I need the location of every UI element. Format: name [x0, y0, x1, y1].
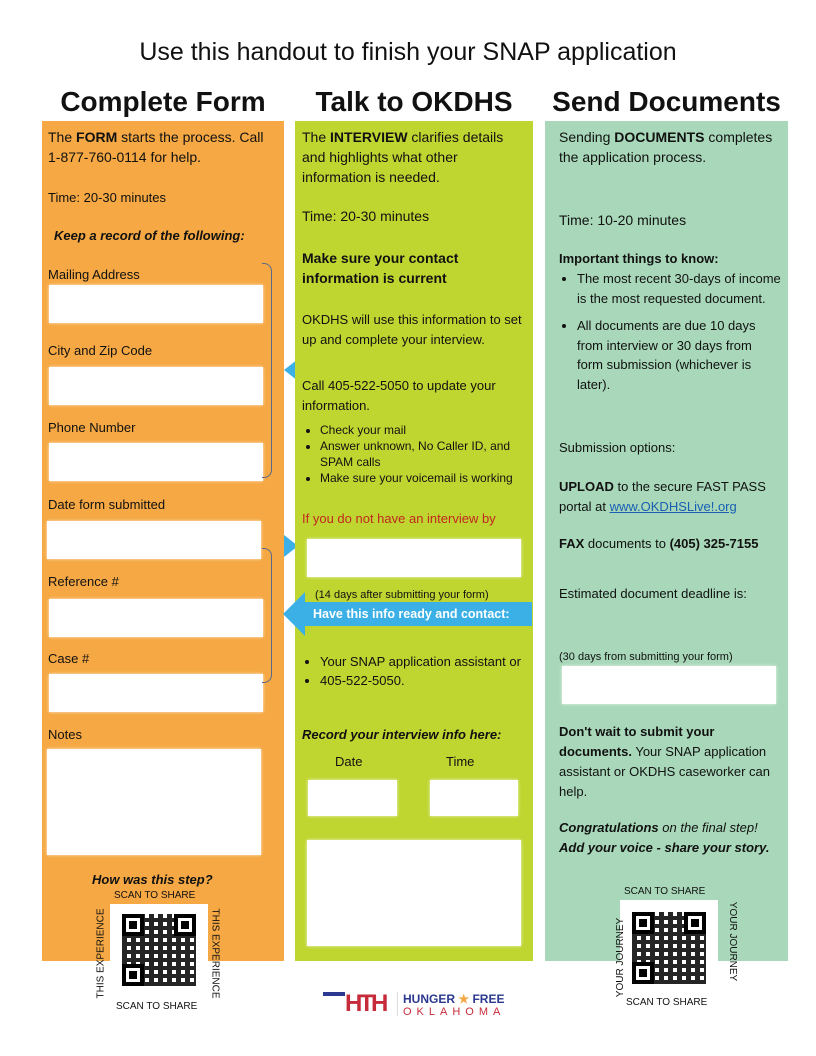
label-date-submitted: Date form submitted — [48, 497, 166, 512]
contact-heading: Make sure your contact information is current — [302, 250, 459, 286]
qr-code-journey[interactable] — [620, 900, 718, 992]
label-mailing-address: Mailing Address — [48, 267, 140, 282]
qr1-bottom-label: SCAN TO SHARE — [116, 1001, 198, 1012]
important-heading: Important things to know: — [559, 251, 719, 266]
dont-wait-text: Don't wait to submit your documents. Your SNAP application assistant or OKDHS caseworker can help. — [559, 724, 770, 799]
deadline-label: Estimated document deadline is: — [559, 586, 747, 601]
qr2-left-label: YOUR JOURNEY — [615, 917, 627, 998]
qr1-right-label: THIS EXPERIENCE — [209, 908, 221, 999]
phone-field[interactable] — [49, 443, 263, 481]
okdhs-live-link[interactable]: www.OKDHSLive!.org — [609, 499, 737, 514]
no-interview-warning: If you do not have an interview by — [302, 511, 496, 526]
list-item: • 405-522-5050. — [320, 671, 530, 690]
heading-talk-okdhs: Talk to OKDHS — [315, 86, 513, 117]
use-info-text: OKDHS will use this information to set up and complete your interview. — [302, 312, 522, 347]
deadline-note: (30 days from submitting your form) — [559, 651, 733, 663]
date-submitted-field[interactable] — [47, 521, 261, 559]
label-city-zip: City and Zip Code — [48, 343, 153, 358]
qr-code-experience[interactable] — [110, 904, 208, 994]
heading-complete-form: Complete Form — [60, 86, 266, 117]
hunger-free-oklahoma-logo: HTH HUNGER ★ FREE OKLAHOMA — [323, 992, 523, 1018]
city-zip-field[interactable] — [49, 367, 263, 405]
interview-time: Time: 20-30 minutes — [302, 208, 430, 224]
list-item: • Check your mail — [320, 422, 526, 438]
time-label: Time — [446, 754, 475, 769]
submission-options: Submission options: — [559, 440, 676, 455]
label-reference: Reference # — [48, 574, 119, 589]
list-item: • The most recent 30-days of income is the most requested document. — [577, 269, 781, 308]
qr1-top-label: SCAN TO SHARE — [114, 890, 196, 901]
ready-banner: Have this info ready and contact: — [303, 602, 532, 626]
document-deadline-field[interactable] — [562, 666, 776, 704]
congrats-text: Congratulations on the final step! Add your voice - share your story. — [559, 820, 770, 855]
bracket-reference — [262, 548, 272, 683]
list-item: • Your SNAP application assistant or — [320, 652, 530, 671]
bracket-contact — [262, 263, 272, 478]
qr2-top-label: SCAN TO SHARE — [624, 886, 706, 897]
mailing-address-field[interactable] — [49, 285, 263, 323]
form-time: Time: 20-30 minutes — [48, 190, 167, 205]
page-title: Use this handout to finish your SNAP application — [139, 38, 677, 66]
record-heading: Keep a record of the following: — [54, 228, 245, 243]
date-label: Date — [335, 754, 363, 769]
reference-field[interactable] — [49, 599, 263, 637]
label-phone: Phone Number — [48, 420, 136, 435]
interview-date-field[interactable] — [308, 780, 397, 816]
label-case: Case # — [48, 651, 90, 666]
case-field[interactable] — [49, 674, 263, 712]
contact-tips-list — [302, 422, 526, 486]
talk-okdhs-column — [295, 121, 533, 961]
qr1-left-label: THIS EXPERIENCE — [95, 908, 107, 999]
send-documents-column — [545, 121, 788, 961]
qr2-right-label: YOUR JOURNEY — [727, 901, 739, 982]
label-notes: Notes — [48, 727, 82, 742]
list-item: • Make sure your voicemail is working — [320, 470, 526, 486]
important-list — [559, 269, 781, 394]
complete-form-column — [42, 121, 284, 961]
heading-send-documents: Send Documents — [552, 86, 781, 117]
days-note: (14 days after submitting your form) — [315, 589, 489, 601]
documents-intro: Sending DOCUMENTS completes the application process. — [559, 129, 773, 165]
list-item: • Answer unknown, No Caller ID, and SPAM calls — [320, 438, 526, 470]
record-interview-heading: Record your interview info here: — [302, 727, 502, 742]
documents-time: Time: 10-20 minutes — [559, 212, 687, 228]
fax-option: FAX documents to (405) 325-7155 — [559, 536, 759, 551]
list-item: • All documents are due 10 days from interview or 30 days from form submission (whichever is later). — [577, 316, 781, 394]
banner-arrow-icon — [283, 592, 305, 636]
contact-list — [302, 652, 530, 690]
interview-time-field[interactable] — [430, 780, 518, 816]
qr2-bottom-label: SCAN TO SHARE — [626, 997, 708, 1008]
notes-field[interactable] — [47, 749, 261, 855]
feedback-prompt: How was this step? — [92, 872, 213, 887]
form-intro: The FORM starts the process. Call 1-877-760-0114 for help. — [48, 129, 264, 165]
interview-notes-field[interactable] — [307, 840, 521, 946]
interview-deadline-field[interactable] — [307, 539, 521, 577]
update-info-text: Call 405-522-5050 to update your information. — [302, 378, 496, 413]
interview-intro: The INTERVIEW clarifies details and highlights what other information is needed. — [302, 129, 504, 185]
upload-option: UPLOAD to the secure FAST PASS portal at www.OKDHSLive!.org — [559, 479, 766, 514]
